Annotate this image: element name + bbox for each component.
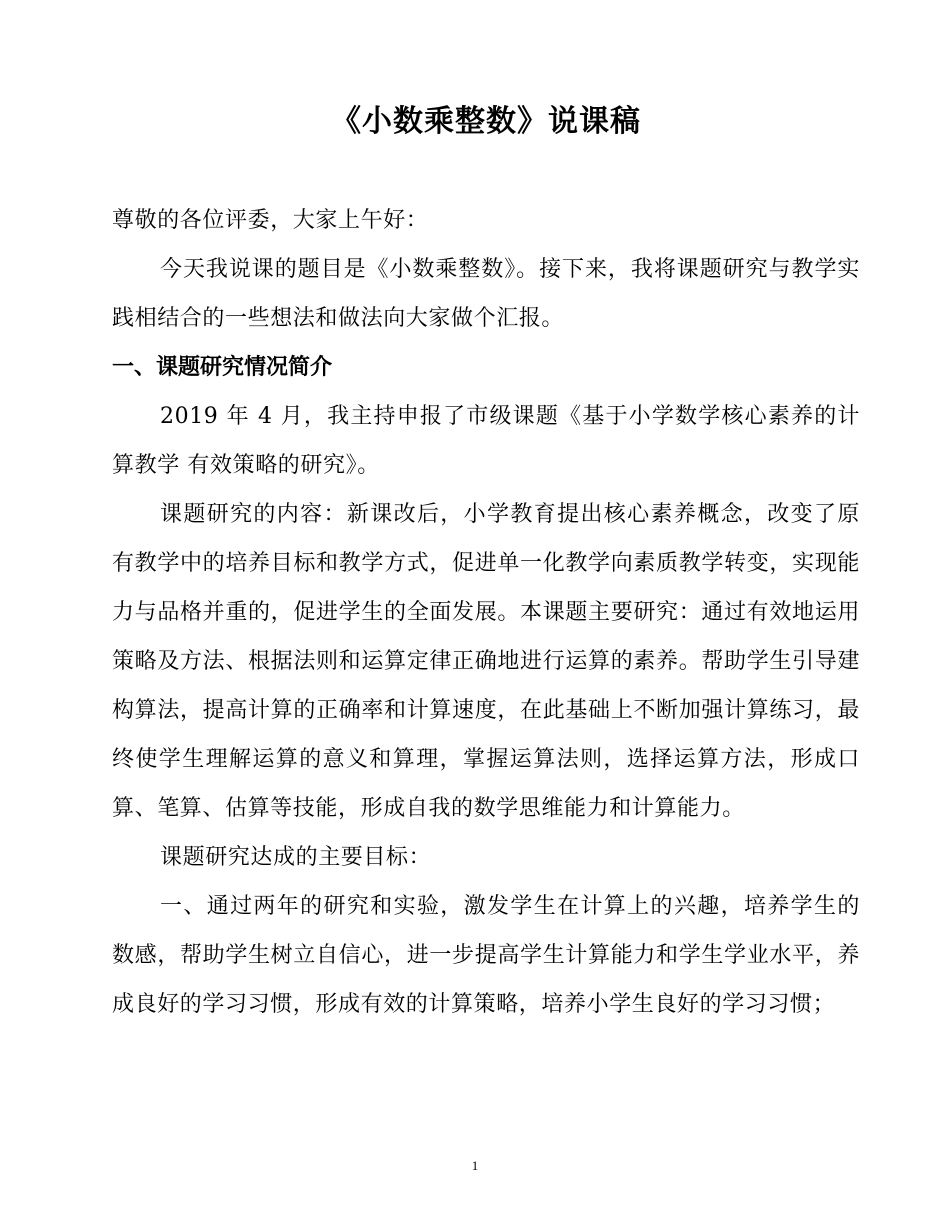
document-title: 《小数乘整数》说课稿 xyxy=(331,104,641,139)
page-number: 1 xyxy=(471,1158,479,1173)
intro-paragraph: 今天我说课的题目是《小数乘整数》。接下来，我将课题研究与教学实践相结合的一些想法和做法向大家做个汇报。 xyxy=(112,257,860,331)
goals-label-paragraph: 课题研究达成的主要目标： xyxy=(160,845,432,870)
research-content-paragraph: 课题研究的内容：新课改后，小学教育提出核心素养概念，改变了原有教学中的培养目标和教学方式，促进单一化教学向素质教学转变，实现能力与品格并重的，促进学生的全面发展。本课题主要研究：通过有效地运用策略及方法、根据法则和运算定律正确地进行运算的素养。帮助学生引导建构算法，提高计算的正确率和计算速度，在此基础上不断加强计算练习，最终使学生理解运算的意义和算理，掌握运算法则，选择运算方法，形成口算、笔算、估算等技能，形成自我的数学思维能力和计算能力。 xyxy=(112,502,860,821)
background-paragraph: 2019 年 4 月，我主持申报了市级课题《基于小学数学核心素养的计算教学 有效策略的研究》。 xyxy=(112,404,860,478)
section-heading: 一、课题研究情况简介 xyxy=(112,355,333,380)
greeting-paragraph: 尊敬的各位评委，大家上午好： xyxy=(112,208,429,233)
goal-one-paragraph: 一、通过两年的研究和实验，激发学生在计算上的兴趣，培养学生的数感，帮助学生树立自信心，进一步提高学生计算能力和学生学业水平，养成良好的学习习惯，形成有效的计算策略，培养小学生良好的学习习惯； xyxy=(112,894,860,1017)
document-body xyxy=(112,196,860,1029)
